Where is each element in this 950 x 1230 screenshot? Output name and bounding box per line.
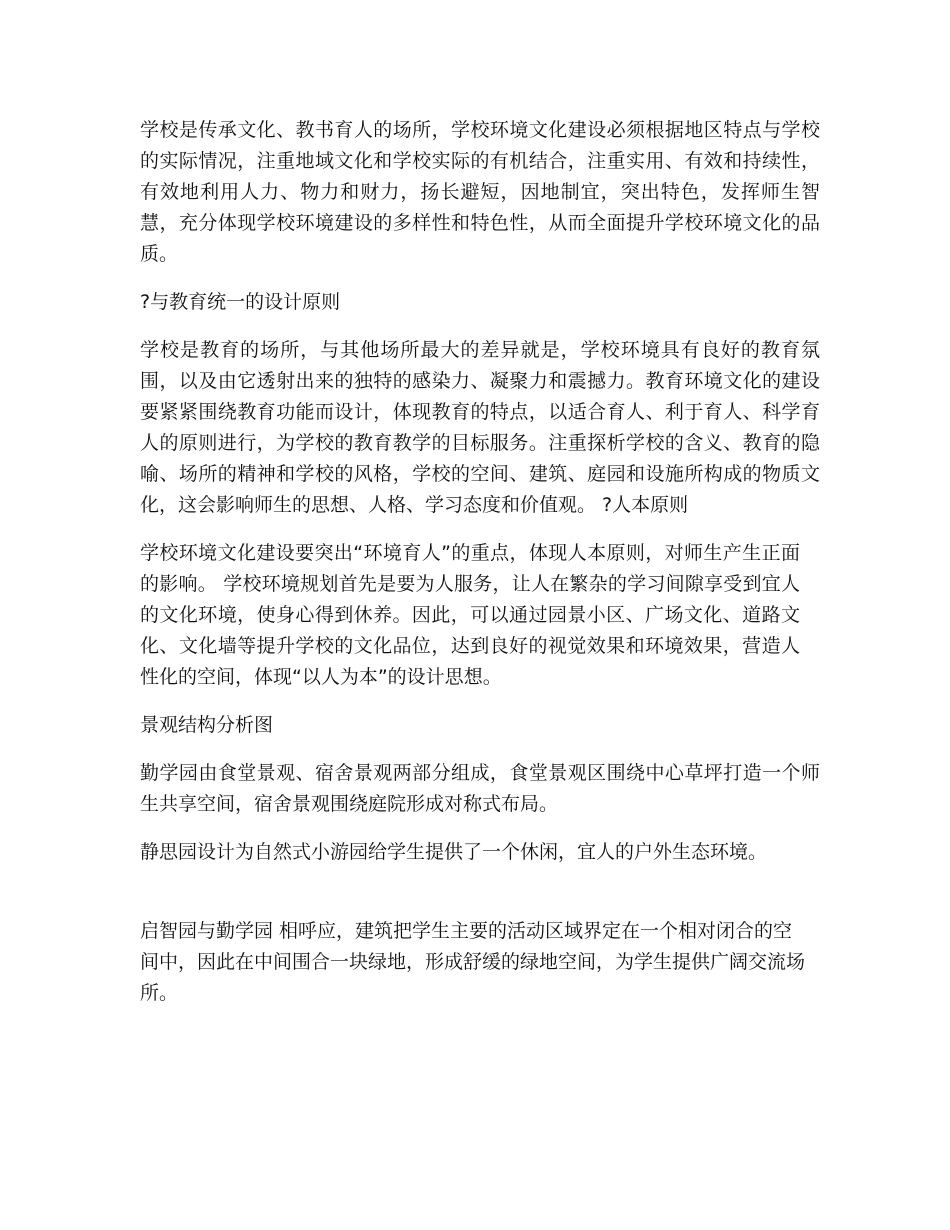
paragraph-qizhi-garden: 启智园与勤学园 相呼应，建筑把学生主要的活动区域界定在一个相对闭合的空间中，因此在中间围合一块绿地，形成舒缓的绿地空间，为学生提供广阔交流场所。 <box>140 920 806 1004</box>
document-body <box>140 115 820 1026</box>
paragraph-humanistic-principle: 学校环境文化建设要突出“环境育人”的重点，体现人本原则，对师生产生正面的影响。 学校环境规划首先是要为人服务，让人在繁杂的学习间隙享受到宜人的文化环境，使身心得到休养。因此，可以通过园景小区、广场文化、道路文化、文化墙等提升学校的文化品位，达到良好的视觉效果和环境效果，营造人性化的空间，体现“以人为本”的设计思想。 <box>140 542 800 688</box>
heading-education-design-principle: ?与教育统一的设计原则 <box>140 291 341 313</box>
paragraph-education-environment: 学校是教育的场所，与其他场所最大的差异就是，学校环境具有良好的教育氛围，以及由它透射出来的独特的感染力、凝聚力和震撼力。教育环境文化的建设要紧紧围绕教育功能而设计，体现教育的特点，以适合育人、利于育人、科学育人的原则进行，为学校的教育教学的目标服务。注重探析学校的含义、教育的隐喻、场所的精神和学校的风格，学校的空间、建筑、庭园和设施所构成的物质文化，这会影响师生的思想、人格、学习态度和价值观。 ?人本原则 <box>140 339 820 516</box>
paragraph-qinxue-garden: 勤学园由食堂景观、宿舍景观两部分组成，食堂景观区围绕中心草坪打造一个师生共享空间，宿舍景观围绕庭院形成对称式布局。 <box>140 762 820 815</box>
paragraph-school-culture-intro: 学校是传承文化、教书育人的场所，学校环境文化建设必须根据地区特点与学校的实际情况，注重地域文化和学校实际的有机结合，注重实用、有效和持续性，有效地利用人力、物力和财力，扬长避短，因地制宜，突出特色，发挥师生智慧，充分体现学校环境建设的多样性和特色性，从而全面提升学校环境文化的品质。 <box>140 119 820 265</box>
paragraph-jingsi-garden: 静思园设计为自然式小游园给学生提供了一个休闲，宜人的户外生态环境。 <box>140 841 768 863</box>
heading-landscape-structure: 景观结构分析图 <box>140 714 274 736</box>
